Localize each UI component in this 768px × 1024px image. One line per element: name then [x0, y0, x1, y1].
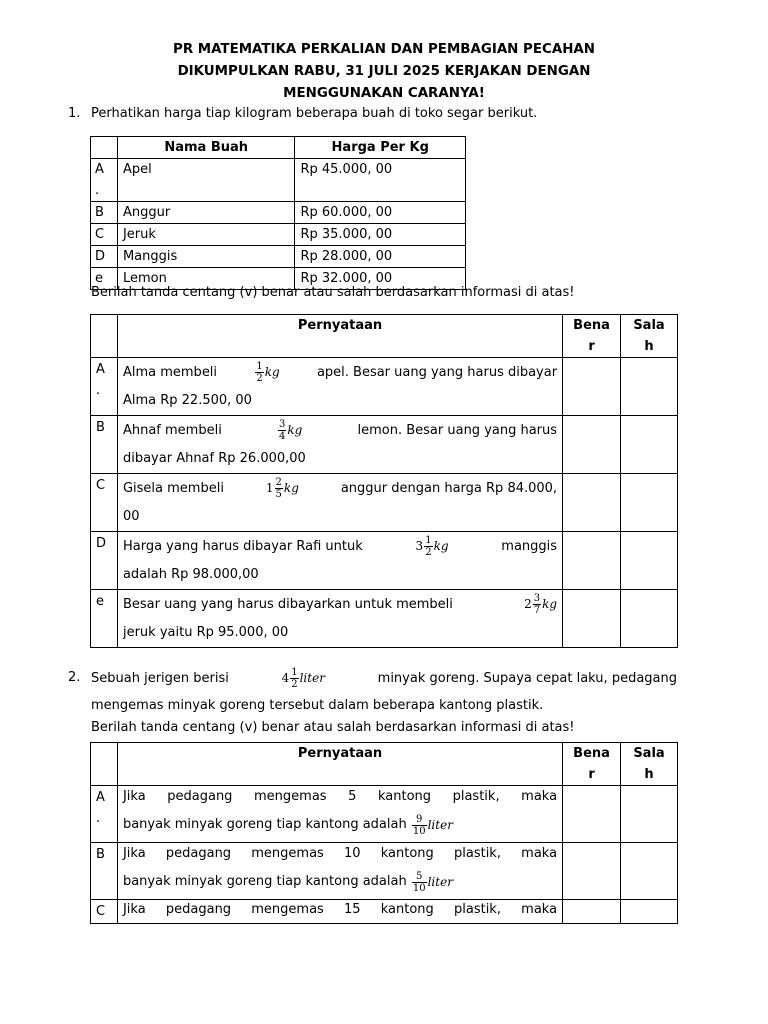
false-checkbox-cell[interactable]: [621, 786, 678, 843]
row-letter: B: [91, 843, 118, 900]
statement-text: Jika pedagang mengemas 15 kantong plastik, maka: [117, 900, 562, 924]
row-letter: A .: [91, 159, 118, 202]
statement-text: Besar uang yang harus dibayarkan untuk membeli 2 $\frac{3}{7}$ kg jeruk yaitu Rp 95.000, 00: [117, 590, 562, 648]
table-row: [91, 224, 466, 246]
statement-text: Ahnaf membeli $\frac{3}{4}$ kg lemon. Besar uang yang harus dibayar Ahnaf Rp 26.000,00: [117, 416, 562, 474]
false-checkbox-cell[interactable]: [621, 900, 678, 924]
table-row: [91, 786, 678, 843]
fruit-price: Rp 45.000, 00: [295, 159, 466, 202]
statement-text: Jika pedagang mengemas 5 kantong plastik, maka banyak minyak goreng tiap kantong adalah $\frac{9}{10}$ liter: [117, 786, 562, 843]
false-checkbox-cell[interactable]: [621, 532, 678, 590]
table-row: [91, 474, 678, 532]
row-letter: D: [91, 532, 118, 590]
table-row: [91, 246, 466, 268]
question-text-line2: mengemas minyak goreng tersebut dalam beberapa kantong plastik.: [91, 698, 544, 713]
table-cell: [91, 315, 118, 358]
table-row: [91, 843, 678, 900]
fraction: $\frac{2}{5}$: [275, 477, 282, 500]
table-row: [91, 202, 466, 224]
instruction-text: Berilah tanda centang (v) benar atau salah berdasarkan informasi di atas!: [91, 720, 575, 735]
row-letter: A .: [91, 786, 118, 843]
statement-table-2: [90, 742, 678, 924]
column-header-true: Bena r: [563, 743, 621, 786]
question-text: Perhatikan harga tiap kilogram beberapa buah di toko segar berikut.: [91, 106, 538, 121]
column-header-true: Bena r: [563, 315, 621, 358]
false-checkbox-cell[interactable]: [621, 474, 678, 532]
table-row: [91, 159, 466, 202]
row-letter: e: [91, 590, 118, 648]
table-row: [91, 416, 678, 474]
fraction: $\frac{1}{2}$: [425, 535, 432, 558]
column-header-statement: Pernyataan: [117, 743, 562, 786]
fruit-price: Rp 60.000, 00: [295, 202, 466, 224]
false-checkbox-cell[interactable]: [621, 590, 678, 648]
row-letter: e: [91, 268, 118, 290]
instruction-text: Berilah tanda centang (v) benar atau salah berdasarkan informasi di atas!: [91, 285, 575, 300]
fruit-name: Apel: [117, 159, 295, 202]
table-cell: [91, 137, 118, 159]
column-header-false: Sala h: [621, 315, 678, 358]
false-checkbox-cell[interactable]: [621, 843, 678, 900]
row-letter: A .: [91, 358, 118, 416]
table-cell: [91, 743, 118, 786]
fraction: $\frac{1}{2}$: [256, 361, 263, 384]
column-header: Nama Buah: [117, 137, 295, 159]
title-line: DIKUMPULKAN RABU, 31 JULI 2025 KERJAKAN DENGAN: [177, 64, 591, 79]
statement-text: Gisela membeli 1 $\frac{2}{5}$ kg anggur dengan harga Rp 84.000, 00: [117, 474, 562, 532]
fraction: $\frac{1}{2}$: [291, 666, 298, 690]
table-header-row: [91, 315, 678, 358]
fruit-price-table: [90, 136, 466, 290]
table-header-row: [91, 743, 678, 786]
title-line: MENGGUNAKAN CARANYA!: [283, 86, 485, 101]
true-checkbox-cell[interactable]: [563, 590, 621, 648]
true-checkbox-cell[interactable]: [563, 900, 621, 924]
statement-text: Alma membeli $\frac{1}{2}$ kg apel. Besar uang yang harus dibayar Alma Rp 22.500, 00: [117, 358, 562, 416]
true-checkbox-cell[interactable]: [563, 416, 621, 474]
row-letter: B: [91, 202, 118, 224]
row-letter: C: [91, 900, 118, 924]
column-header-statement: Pernyataan: [117, 315, 562, 358]
statement-table-1: [90, 314, 678, 648]
false-checkbox-cell[interactable]: [621, 416, 678, 474]
true-checkbox-cell[interactable]: [563, 474, 621, 532]
table-row: [91, 532, 678, 590]
false-checkbox-cell[interactable]: [621, 358, 678, 416]
fruit-name: Manggis: [117, 246, 295, 268]
fruit-name: Anggur: [117, 202, 295, 224]
table-header-row: [91, 137, 466, 159]
fruit-price: Rp 35.000, 00: [295, 224, 466, 246]
question-number: 1.: [68, 106, 81, 121]
row-letter: C: [91, 474, 118, 532]
row-letter: B: [91, 416, 118, 474]
fruit-price: Rp 32.000, 00: [295, 268, 466, 290]
fraction: $\frac{3}{7}$: [533, 593, 541, 616]
document-title: [0, 39, 768, 105]
column-header-false: Sala h: [621, 743, 678, 786]
fruit-price: Rp 28.000, 00: [295, 246, 466, 268]
column-header: Harga Per Kg: [295, 137, 466, 159]
statement-text: Jika pedagang mengemas 10 kantong plastik, maka banyak minyak goreng tiap kantong adalah $\frac{5}{10}$ liter: [117, 843, 562, 900]
statement-text: Harga yang harus dibayar Rafi untuk 3 $\frac{1}{2}$ kg manggis adalah Rp 98.000,00: [117, 532, 562, 590]
fraction: $\frac{9}{10}$: [412, 813, 426, 837]
row-letter: C: [91, 224, 118, 246]
table-row: [91, 900, 678, 924]
fruit-name: Jeruk: [117, 224, 295, 246]
table-row: [91, 358, 678, 416]
question-number: 2.: [68, 670, 81, 685]
table-row: [91, 590, 678, 648]
fraction: $\frac{5}{10}$: [412, 870, 426, 894]
true-checkbox-cell[interactable]: [563, 532, 621, 590]
true-checkbox-cell[interactable]: [563, 843, 621, 900]
fraction: $\frac{3}{4}$: [279, 419, 286, 442]
row-letter: D: [91, 246, 118, 268]
fruit-name: Lemon: [117, 268, 295, 290]
title-line: PR MATEMATIKA PERKALIAN DAN PEMBAGIAN PECAHAN: [173, 42, 595, 57]
true-checkbox-cell[interactable]: [563, 358, 621, 416]
true-checkbox-cell[interactable]: [563, 786, 621, 843]
question-text: Sebuah jerigen berisi 4 $\frac{1}{2}$ liter minyak goreng. Supaya cepat laku, pedagang: [91, 666, 677, 690]
